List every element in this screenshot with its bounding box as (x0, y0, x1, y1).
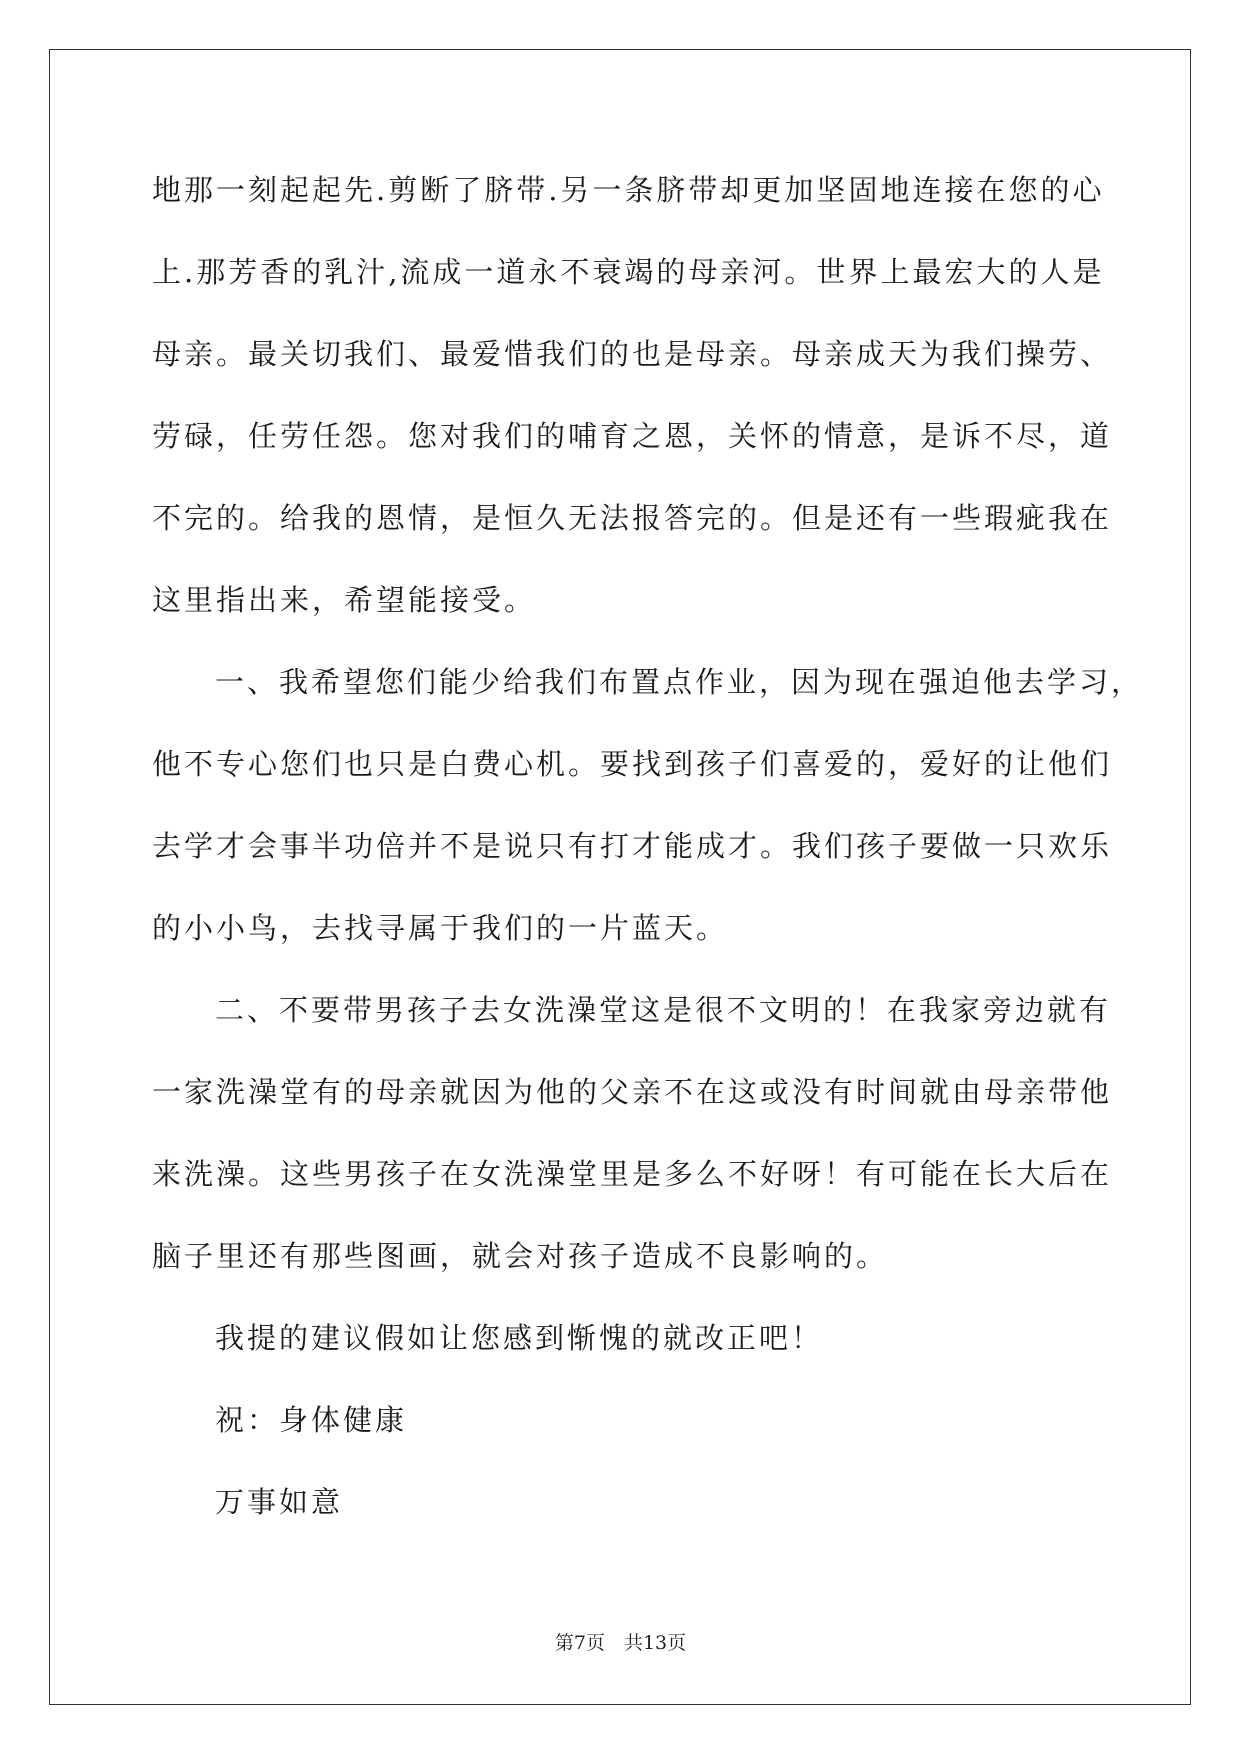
text-line: 一家洗澡堂有的母亲就因为他的父亲不在这或没有时间就由母亲带他 (152, 1075, 1113, 1109)
text-line: 上.那芳香的乳汁,流成一道永不衰竭的母亲河。世界上最宏大的人是 (152, 255, 1105, 289)
text-line: 母亲。最关切我们、最爱惜我们的也是母亲。母亲成天为我们操劳、 (152, 337, 1113, 371)
closing-wish: 祝：身体健康 (215, 1403, 408, 1437)
text-line: 他不专心您们也只是白费心机。要找到孩子们喜爱的，爱好的让他们 (152, 747, 1113, 781)
paragraph-first-line: 二、不要带男孩子去女洗澡堂这是很不文明的！在我家旁边就有 (215, 993, 1112, 1027)
document-body (152, 160, 1144, 1554)
text-line: 的小小鸟，去找寻属于我们的一片蓝天。 (152, 911, 729, 945)
text-line: 脑子里还有那些图画，就会对孩子造成不良影响的。 (152, 1239, 889, 1273)
text-line: 去学才会事半功倍并不是说只有打才能成才。我们孩子要做一只欢乐 (152, 829, 1113, 863)
text-line: 地那一刻起起先.剪断了脐带.另一条脐带却更加坚固地连接在您的心 (152, 173, 1105, 207)
text-line: 来洗澡。这些男孩子在女洗澡堂里是多么不好呀！有可能在长大后在 (152, 1157, 1113, 1191)
closing-suggestion: 我提的建议假如让您感到惭愧的就改正吧！ (215, 1321, 824, 1355)
paragraph-first-line: 一、我希望您们能少给我们布置点作业，因为现在强迫他去学习， (215, 665, 1144, 699)
text-line: 这里指出来，希望能接受。 (152, 583, 537, 617)
text-line: 劳碌，任劳任怨。您对我们的哺育之恩，关怀的情意，是诉不尽，道 (152, 419, 1113, 453)
text-line: 不完的。给我的恩情，是恒久无法报答完的。但是还有一些瑕疵我在 (152, 501, 1113, 535)
page-number-footer: 第7页 共13页 (554, 1632, 687, 1654)
closing-wish-2: 万事如意 (215, 1485, 344, 1519)
